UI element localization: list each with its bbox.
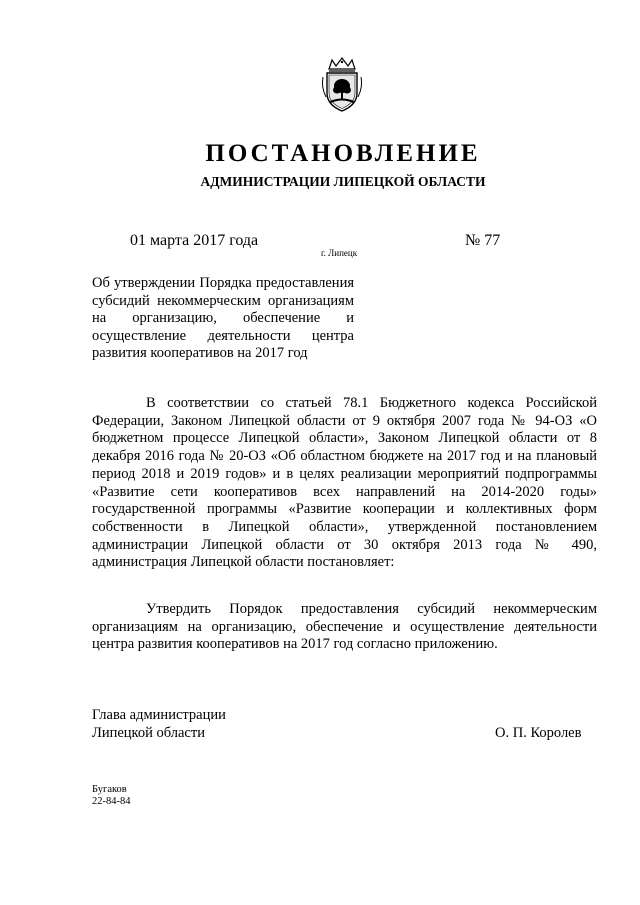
document-subject: Об утверждении Порядка предоставления субсидий некоммерческим организациям на организацию, обеспечение и осуществление деятельности центра развития кооперативов на 2017 год [92,275,354,361]
executor-name: Бугаков [92,784,127,795]
executor-block [92,784,131,808]
document-number: № 77 [465,232,501,249]
signatory-position-line-2: Липецкой области [92,725,205,741]
signatory-name: О. П. Королев [495,725,582,741]
body-paragraph-resolution: Утвердить Порядок предоставления субсидий некоммерческим организациям на организацию, обеспечение и осуществление деятельности центра развития кооперативов на 2017 год согласно приложению. [92,601,597,653]
body-paragraph-preamble: В соответствии со статьей 78.1 Бюджетного кодекса Российской Федерации, Законом Липецкой области от 9 октября 2007 года № 94-ОЗ «О бюджетном процессе Липецкой области», Законом Липецкой области от 8 декабря 2016 года № 20-ОЗ «Об областном бюджете на 2017 год и на плановый период 2018 и 2019 годов» и в целях реализации мероприятий подпрограммы «Развитие сети кооперативов всех направлений на 2014-2020 годы» государственной программы «Развитие кооперации и коллективных форм собственности в Липецкой области», утвержденной постановлением администрации Липецкой области от 30 октября 2013 года № 490, администрация Липецкой области постановляет: [92,395,597,571]
executor-phone: 22-84-84 [92,796,131,807]
document-date: 01 марта 2017 года [130,232,259,249]
document-city: г. Липецк [321,248,358,258]
signatory-position-line-1: Глава администрации [92,707,226,723]
document-subtitle: АДМИНИСТРАЦИИ ЛИПЕЦКОЙ ОБЛАСТИ [200,174,486,189]
document-title: ПОСТАНОВЛЕНИЕ [205,140,481,167]
lipetsk-coat-of-arms-icon [320,57,364,113]
signatory-position [92,706,226,742]
